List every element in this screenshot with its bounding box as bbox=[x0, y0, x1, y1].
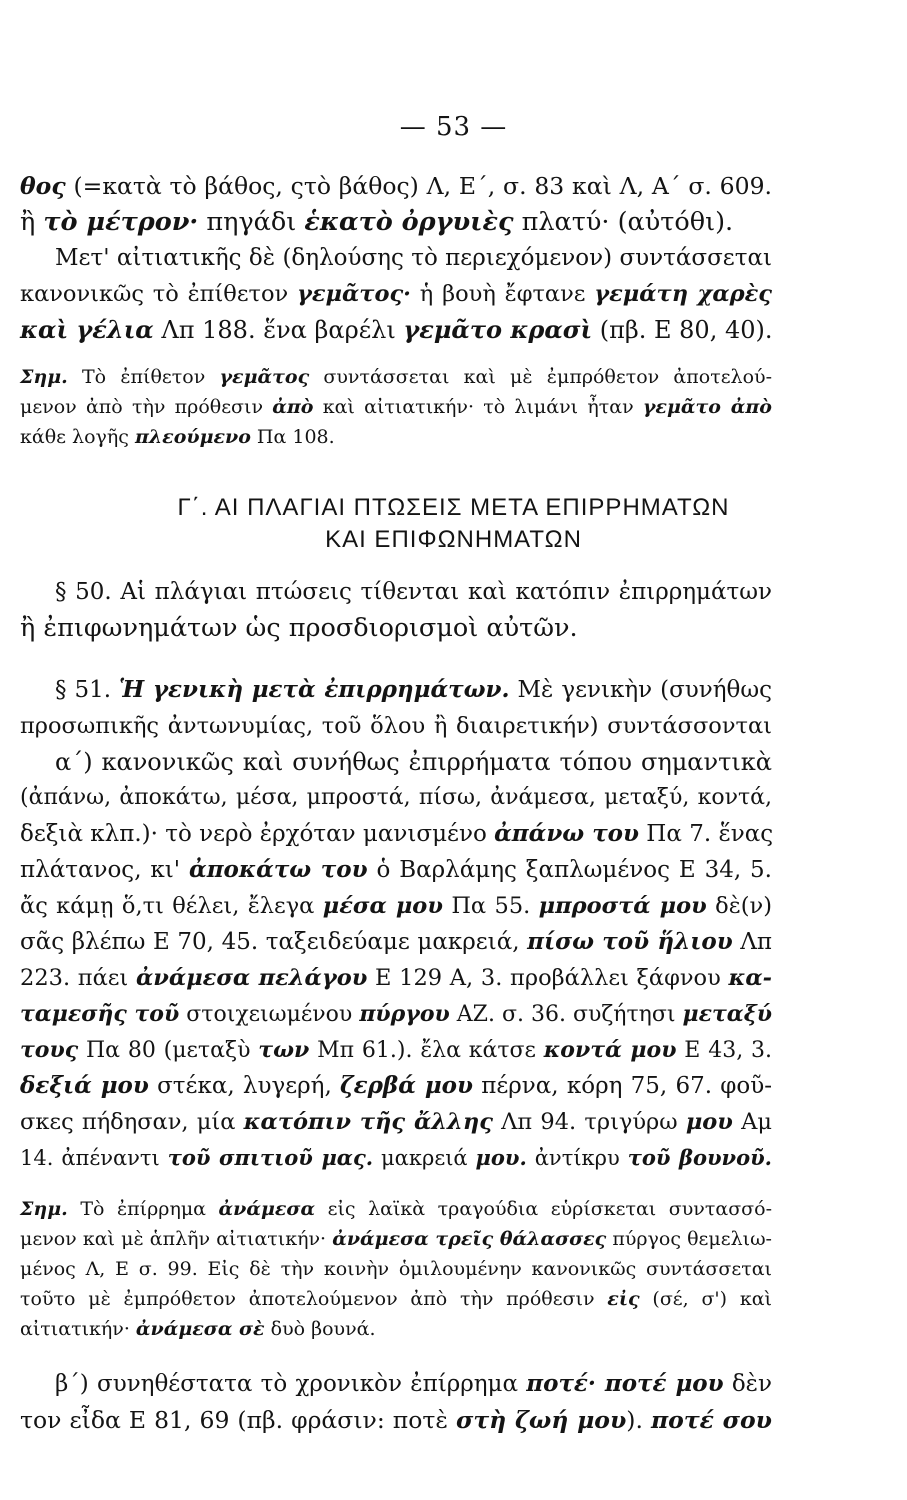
text-line: τον εἶδα Ε 81, 69 (πβ. φράσιν: ποτὲ στὴ ζωή μου). ποτέ σου bbox=[20, 1406, 772, 1434]
text-line: ἄς κάμῃ ὅ,τι θέλει, ἔλεγα μέσα μου Πα 55. μπροστά μου δὲ(ν) bbox=[20, 893, 773, 919]
text-line: § 50. Αἱ πλάγιαι πτώσεις τίθενται καὶ κατόπιν ἐπιρρημάτων bbox=[55, 579, 772, 605]
text-line: § 51. Ἡ γενικὴ μετὰ ἐπιρρημάτων. Μὲ γενικὴν (συνήθως bbox=[55, 676, 773, 703]
text-line: ἢ τὸ μέτρον· πηγάδι ἑκατὸ ὀργυιὲς πλατύ· (αὐτόθι). bbox=[20, 207, 734, 237]
text-line: (ἀπάνω, ἀποκάτω, μέσα, μπροστά, πίσω, ἀνάμεσα, μεταξύ, κοντά, bbox=[20, 785, 772, 810]
text-line: 223. πάει ἀνάμεσα πελάγου Ε 129 Α, 3. προβάλλει ξάφνου κα- bbox=[20, 965, 772, 991]
text-line: θος (=κατὰ τὸ βάθος, ςτὸ βάθος) Λ, Ε΄, σ. 83 καὶ Λ, Α΄ σ. 609. bbox=[20, 172, 772, 200]
note-line: μένος Λ, Ε σ. 99. Εἰς δὲ τὴν κοινὴν ὁμιλουμένην κανονικῶς συντάσσεται bbox=[20, 1258, 772, 1280]
note-line: αἰτιατικήν· ἀνάμεσα σὲ δυὸ βουνά. bbox=[20, 1318, 376, 1340]
text-line: ταμεσῆς τοῦ στοιχειωμένου πύργου ΑΖ. σ. 36. συζήτησι μεταξύ bbox=[20, 1001, 772, 1027]
text-line: α΄) κανονικῶς καὶ συνήθως ἐπιρρήματα τόπου σημαντικὰ bbox=[55, 748, 772, 776]
note-line: μενον καὶ μὲ ἁπλῆν αἰτιατικήν· ἀνάμεσα τρεῖς θάλασσες πύργος θεμελιω- bbox=[20, 1228, 772, 1250]
text-line: β΄) συνηθέστατα τὸ χρονικὸν ἐπίρρημα ποτέ· ποτέ μου δὲν bbox=[55, 1370, 772, 1397]
text-line: 14. ἀπέναντι τοῦ σπιτιοῦ μας. μακρειά μου. ἀντίκρυ τοῦ βουνοῦ. bbox=[20, 1145, 772, 1170]
section-heading-line-2: ΚΑΙ ΕΠΙΦΩΝΗΜΑΤΩΝ bbox=[325, 526, 582, 553]
note-line: Σημ. Τὸ ἐπίρρημα ἀνάμεσα εἰς λαϊκὰ τραγούδια εὑρίσκεται συντασσό- bbox=[20, 1198, 772, 1220]
text-line: πλάτανος, κι' ἀποκάτω του ὁ Βαρλάμης ξαπλωμένος Ε 34, 5. bbox=[20, 856, 772, 883]
text-line: σᾶς βλέπω Ε 70, 45. ταξειδεύαμε μακρειά, πίσω τοῦ ἥλιου Λπ bbox=[20, 928, 773, 955]
text-line: δεξιά μου στέκα, λυγερή, ζερβά μου πέρνα, κόρη 75, 67. φοῦ- bbox=[20, 1072, 773, 1099]
note-line: τοῦτο μὲ ἐμπρόθετον ἀποτελούμενον ἀπὸ τὴν πρόθεσιν εἰς (σέ, σ') καὶ bbox=[20, 1288, 772, 1310]
note-line: μενον ἀπὸ τὴν πρόθεσιν ἀπὸ καὶ αἰτιατικήν· τὸ λιμάνι ἦταν γεμᾶτο ἀπὸ bbox=[20, 396, 772, 418]
text-line: καὶ γέλια Λπ 188. ἕνα βαρέλι γεμᾶτο κρασὶ (πβ. Ε 80, 40). bbox=[20, 315, 773, 344]
text-line: κανονικῶς τὸ ἐπίθετον γεμᾶτος· ἡ βουὴ ἔφτανε γεμάτη χαρὲς bbox=[20, 281, 772, 307]
text-line: ἢ ἐπιφωνημάτων ὡς προσδιορισμοὶ αὐτῶν. bbox=[20, 613, 578, 643]
text-line: δεξιὰ κλπ.)· τὸ νερὸ ἐρχόταν μανισμένο ἀπάνω του Πα 7. ἕνας bbox=[20, 820, 774, 847]
text-line: τους Πα 80 (μεταξὺ των Μπ 61.). ἔλα κάτσε κοντά μου Ε 43, 3. bbox=[20, 1037, 772, 1063]
section-heading-line-1: Γ΄. ΑΙ ΠΛΑΓΙΑΙ ΠΤΩΣΕΙΣ ΜΕΤΑ ΕΠΙΡΡΗΜΑΤΩΝ bbox=[177, 494, 730, 521]
note-line: Σημ. Τὸ ἐπίθετον γεμᾶτος συντάσσεται καὶ μὲ ἐμπρόθετον ἀποτελού- bbox=[20, 366, 772, 388]
text-line: Μετ' αἰτιατικῆς δὲ (δηλούσης τὸ περιεχόμενον) συντάσσεται bbox=[55, 245, 772, 271]
note-line: κάθε λογῆς πλεούμενο Πα 108. bbox=[20, 426, 335, 448]
page-number: — 53 — bbox=[399, 112, 508, 142]
text-line: προσωπικῆς ἀντωνυμίας, τοῦ ὅλου ἢ διαιρετικήν) συντάσσονται bbox=[20, 713, 772, 739]
text-line: σκες πήδησαν, μία κατόπιν τῆς ἄλλης Λπ 94. τριγύρω μου Αμ bbox=[20, 1109, 773, 1135]
